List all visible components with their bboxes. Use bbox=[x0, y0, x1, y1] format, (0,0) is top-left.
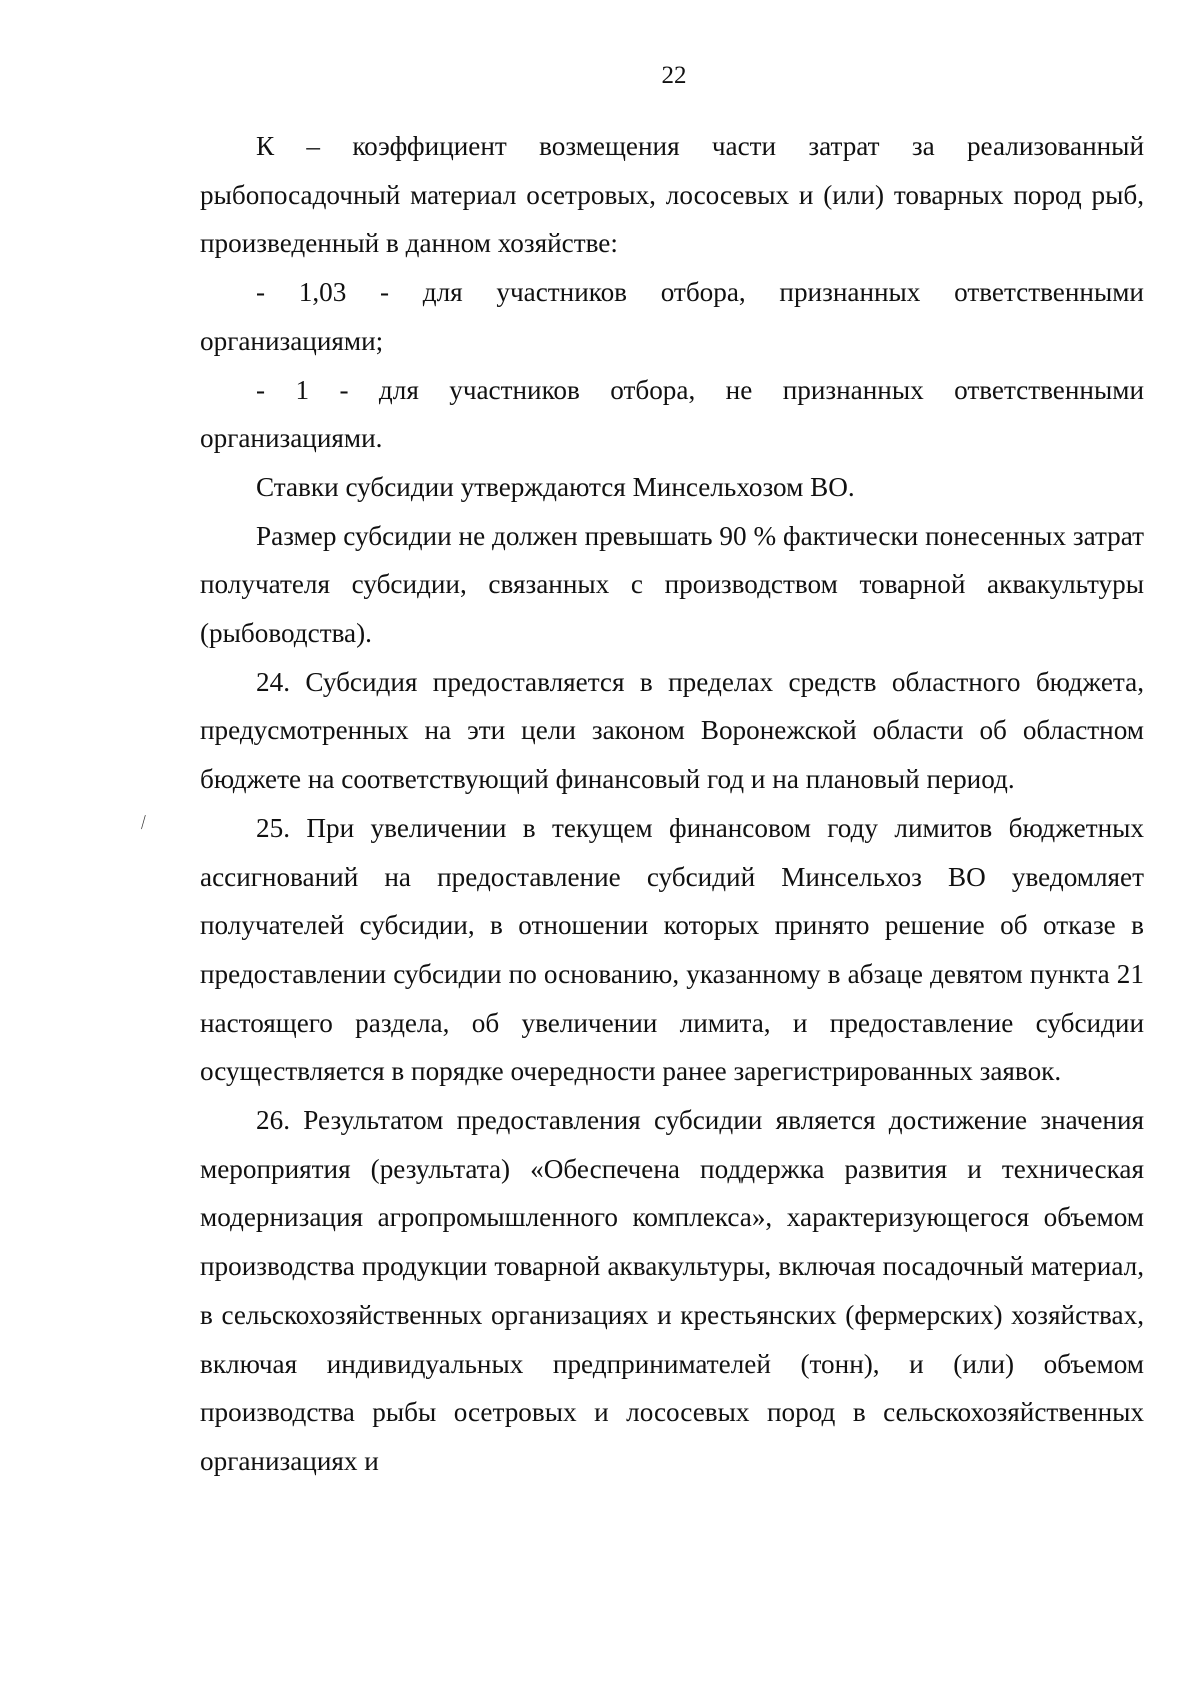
document-body bbox=[200, 122, 1144, 1486]
paragraph-subsidy-limit: Размер субсидии не должен превышать 90 % фактически понесенных затрат получателя субсидии, связанных с производством товарной аквакультуры (рыбоводства). bbox=[200, 520, 1144, 649]
paragraph-item-25: 25. При увеличении в текущем финансовом году лимитов бюджетных ассигнований на предоставление субсидий Минсельхоз ВО уведомляет получателей субсидии, в отношении которых принято решение об отказе в предоставлении субсидии по основанию, указанному в абзаце девятом пункта 21 настоящего раздела, об увеличении лимита, и предоставление субсидии осуществляется в порядке очередности ранее зарегистрированных заявок. bbox=[200, 812, 1144, 1087]
page-number: 22 bbox=[661, 62, 687, 89]
paragraph-coefficient-definition: К – коэффициент возмещения части затрат за реализованный рыбопосадочный материал осетровых, лососевых и (или) товарных пород рыб, произведенный в данном хозяйстве: bbox=[200, 131, 1144, 259]
paragraph-coefficient-not-responsible: - 1 - для участников отбора, не признанных ответственными организациями. bbox=[200, 374, 1144, 454]
page-number-container bbox=[0, 62, 1200, 90]
paragraph-item-24: 24. Субсидия предоставляется в пределах средств областного бюджета, предусмотренных на эти цели законом Воронежской области об областном бюджете на соответствующий финансовый год и на плановый период. bbox=[200, 666, 1144, 795]
paragraph-coefficient-responsible: - 1,03 - для участников отбора, признанных ответственными организациями; bbox=[200, 277, 1144, 356]
stray-pen-mark: ⁄ bbox=[138, 812, 149, 832]
paragraph-rates-approval: Ставки субсидии утверждаются Минсельхозом ВО. bbox=[256, 471, 855, 502]
paragraph-item-26: 26. Результатом предоставления субсидии является достижение значения мероприятия (результата) «Обеспечена поддержка развития и техническая модернизация агропромышленного комплекса», характеризующегося объемом производства продукции товарной аквакультуры, включая посадочный материал, в сельскохозяйственных организациях и крестьянских (фермерских) хозяйствах, включая индивидуальных предпринимателей (тонн), и (или) объемом производства рыбы осетровых и лососевых пород в сельскохозяйственных организациях и bbox=[200, 1105, 1144, 1476]
